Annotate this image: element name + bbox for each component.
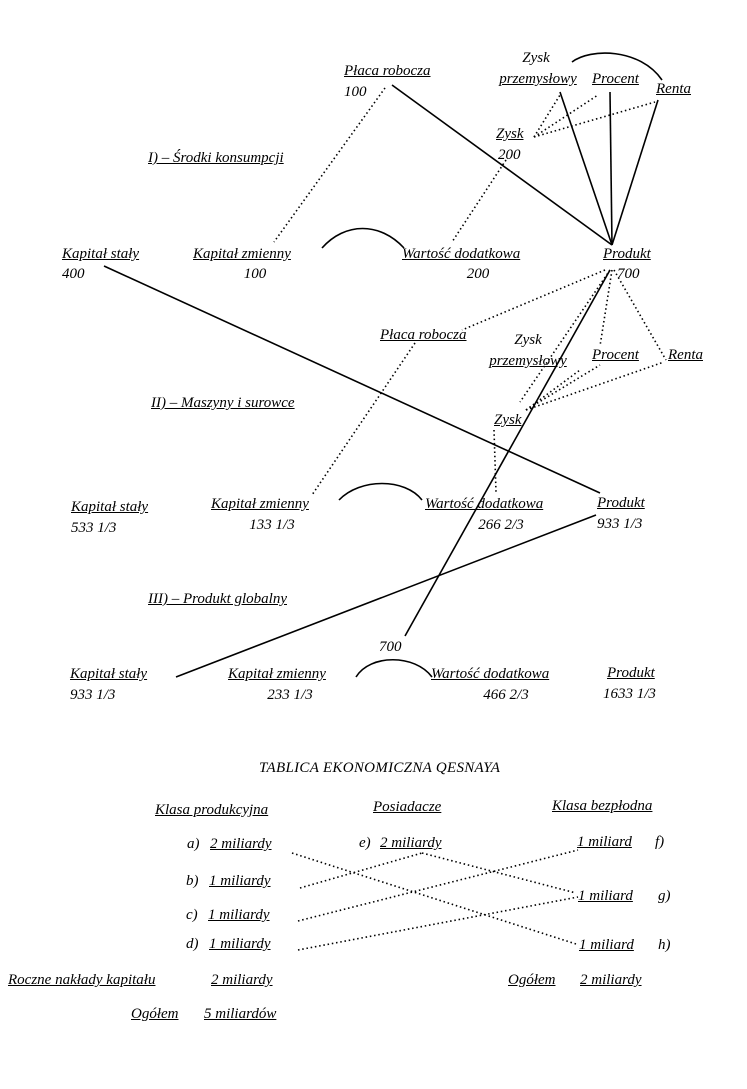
kapital-zmienny-label-2: Kapitał zmienny [211, 496, 309, 512]
row-h-letter: h) [658, 937, 671, 953]
placa-robocza-value-1: 100 [344, 84, 367, 100]
kapital-staly-value-3: 933 1/3 [70, 687, 116, 703]
table-title: TABLICA EKONOMICZNA QESNAYA [259, 760, 501, 776]
produkt-value-3: 1633 1/3 [603, 686, 656, 702]
kapital-staly-label-2: Kapitał stały [71, 499, 149, 515]
col-klasa-produkcyjna: Klasa produkcyjna [155, 802, 269, 818]
section-1-label: I) – Środki konsumpcji [148, 150, 284, 166]
row-g-value: 1 miliard [578, 888, 633, 904]
dot-placa-to-zmienny1 [274, 88, 385, 242]
wartosc-dodatkowa-value-2: 266 2/3 [478, 517, 524, 533]
zysk-label-2: Zysk [494, 412, 522, 428]
renta-label-2: Renta [668, 347, 703, 363]
kapital-zmienny-value-1: 100 [243, 266, 267, 282]
roczne-naklady-value: 2 miliardy [211, 972, 273, 988]
row-f-value: 1 miliard [577, 834, 632, 850]
produkt-value-2: 933 1/3 [597, 516, 643, 532]
produkt-label-1: Produkt [603, 246, 651, 262]
kapital-staly-value-2: 533 1/3 [71, 520, 117, 536]
line-zyskprzem-to-produkt [560, 92, 612, 245]
row-e-letter: e) [359, 835, 371, 851]
line-renta-to-produkt [612, 100, 658, 245]
wartosc-dodatkowa-label-2: Wartość dodatkowa [425, 496, 544, 512]
ogolem-left-label: Ogółem [131, 1006, 179, 1022]
kapital-zmienny-value-2: 133 1/3 [249, 517, 295, 533]
arc-zmienny-wartosc-1 [322, 229, 404, 249]
row-d-letter: d) [186, 936, 199, 952]
seven-hundred-label: 700 [379, 639, 402, 655]
dot-d-to-g [298, 897, 578, 950]
line-placa-to-produkt [392, 85, 612, 245]
row-c-letter: c) [186, 907, 198, 923]
dot-c-to-f [298, 850, 578, 921]
row-b-value: 1 miliardy [209, 873, 271, 889]
zysk-przemyslowy-label-2a: Zysk [514, 332, 542, 348]
placa-robocza-label-1: Płaca robocza [344, 63, 431, 79]
produkt-value-1: 700 [617, 266, 640, 282]
dot-zysk2-to-procent2 [526, 365, 600, 410]
arc-zmienny-wartosc-3 [356, 660, 432, 677]
dot-e-to-g [422, 853, 576, 893]
placa-robocza-label-2: Płaca robocza [380, 327, 467, 343]
dot-zysk-to-wartosc1 [452, 160, 506, 242]
row-d-value: 1 miliardy [209, 936, 271, 952]
procent-label-2: Procent [592, 347, 639, 363]
kapital-zmienny-label-1: Kapitał zmienny [193, 246, 291, 262]
kapital-zmienny-label-3: Kapitał zmienny [228, 666, 326, 682]
dot-placa2-to-zmienny2 [312, 343, 415, 495]
ogolem-right-label: Ogółem [508, 972, 556, 988]
row-h-value: 1 miliard [579, 937, 634, 953]
wartosc-dodatkowa-value-1: 200 [466, 266, 490, 282]
kapital-staly-label-1: Kapitał stały [62, 246, 140, 262]
ogolem-right-value: 2 miliardy [580, 972, 642, 988]
zysk-przemyslowy-label-1b: przemysłowy [499, 71, 577, 87]
dot-b-to-e [300, 853, 422, 888]
col-klasa-bezplodna: Klasa bezpłodna [552, 798, 653, 814]
row-g-letter: g) [658, 888, 671, 904]
row-a-letter: a) [187, 836, 200, 852]
renta-label-1: Renta [656, 81, 691, 97]
kapital-staly-label-3: Kapitał stały [70, 666, 148, 682]
produkt-label-3: Produkt [607, 665, 655, 681]
line-produkt1-to-700 [405, 270, 610, 636]
wartosc-dodatkowa-value-3: 466 2/3 [483, 687, 529, 703]
line-kapstaly1-to-produkt2 [104, 266, 600, 493]
procent-label-1: Procent [592, 71, 639, 87]
produkt-label-2: Produkt [597, 495, 645, 511]
dot-zysk2-to-wartosc2 [494, 430, 496, 492]
roczne-naklady-label: Roczne nakłady kapitału [8, 972, 156, 988]
dot-zysk2-to-zyskprzem2 [526, 370, 580, 410]
wartosc-dodatkowa-label-3: Wartość dodatkowa [431, 666, 550, 682]
dot-zysk-to-procent [534, 95, 598, 137]
row-a-value: 2 miliardy [210, 836, 272, 852]
kapital-zmienny-value-3: 233 1/3 [267, 687, 313, 703]
wartosc-dodatkowa-label-1: Wartość dodatkowa [402, 246, 521, 262]
zysk-przemyslowy-label-2b: przemysłowy [489, 353, 567, 369]
row-c-value: 1 miliardy [208, 907, 270, 923]
zysk-value-1: 200 [498, 147, 521, 163]
kapital-staly-value-1: 400 [62, 266, 85, 282]
section-2-label: II) – Maszyny i surowce [151, 395, 295, 411]
zysk-przemyslowy-label-1a: Zysk [522, 50, 550, 66]
row-e-value: 2 miliardy [380, 835, 442, 851]
col-posiadacze: Posiadacze [373, 799, 442, 815]
section-3-label: III) – Produkt globalny [148, 591, 287, 607]
row-b-letter: b) [186, 873, 199, 889]
arc-zmienny-wartosc-2 [339, 484, 422, 501]
row-f-letter: f) [655, 834, 665, 850]
dot-a-to-h [292, 853, 576, 944]
ogolem-left-value: 5 miliardów [204, 1006, 277, 1022]
zysk-label-1: Zysk [496, 126, 524, 142]
line-procent-to-produkt [610, 92, 612, 245]
